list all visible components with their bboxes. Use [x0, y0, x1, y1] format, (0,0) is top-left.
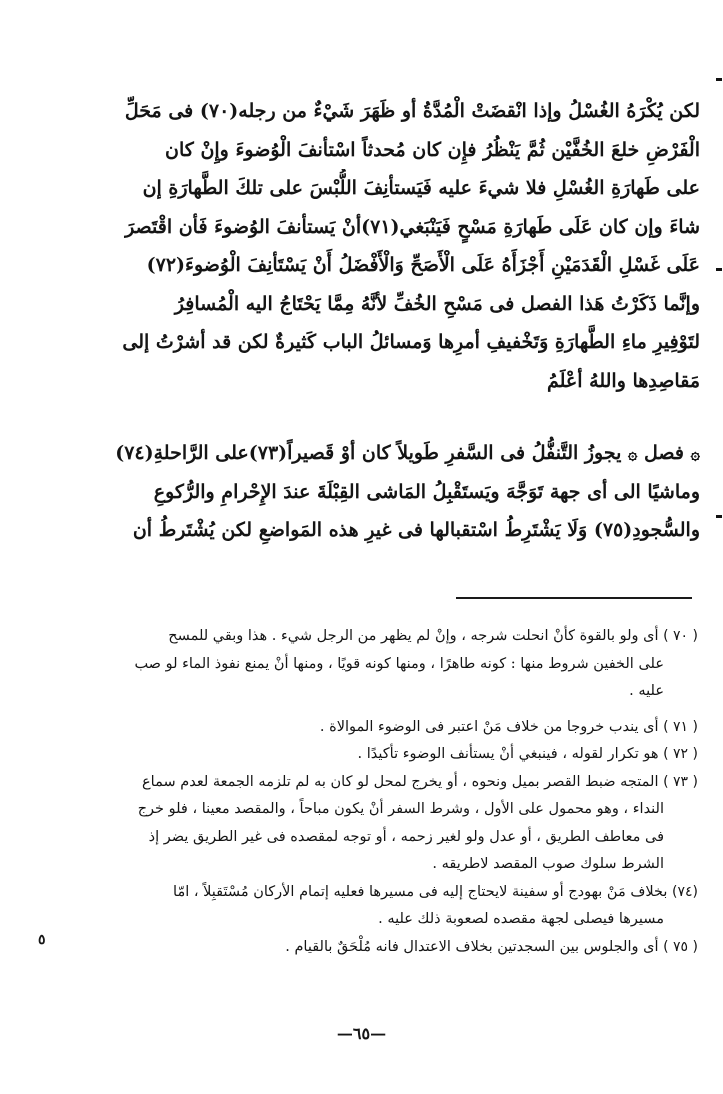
margin-tick-mark: [716, 515, 722, 518]
footnote-line: مسيرها فيصلى لجهة مقصده لصعوبة ذلك عليه .: [378, 911, 664, 927]
footnote-separator: [456, 597, 692, 599]
footnote-line: [40, 714, 698, 742]
margin-note: ٥: [38, 932, 46, 948]
footnote-number: (٧٤): [672, 883, 698, 900]
body-line: لكن يُكْرَهُ الغُسْلُ وإذا انْقضَتْ الْمُدَّةُ أو ظَهَرَ شَيْءٌ من رجله(٧٠) فى مَحَلِّ: [124, 100, 700, 122]
footnote-line: [40, 623, 698, 651]
page-number: —٦٥—: [336, 1024, 387, 1043]
footnote-line: فى معاطف الطريق ، أو عدل ولو لغير زحمه ، أو توجه لمقصده فى غير الطريق يضر إذ: [148, 828, 664, 845]
margin-tick-mark: [716, 268, 722, 271]
footnote-text: أى ولو بالقوة كأنْ انحلت شرجه ، وإنْ لم يظهر من الرجل شيء . هذا وبقي للمسح: [168, 628, 659, 644]
section-title: فصل: [644, 442, 684, 464]
ornament-icon: ۞: [690, 444, 700, 463]
footnote-text: أى يندب خروجا من خلاف مَنْ اعتبر فى الوضوء الموالاة .: [319, 718, 659, 735]
section-line: والسُّجودِ(٧٥) وَلَا يَشْتَرِطُ اسْتقبالها فى غيرِ هذه المَواضعِ لكن يُشْتَرطُ أن: [132, 519, 700, 541]
footnote-text: المتجه ضبط القصر بميل ونحوه ، أو يخرج لمحل لو كان به لم تلزمه الجمعة لعدم سماع: [142, 773, 659, 790]
footnote-line: [40, 934, 698, 962]
footnote-text: هو تكرار لقوله ، فينبغي أنْ يستأنف الوضوء تأكيدًا .: [357, 746, 659, 762]
footnote-text: أى والجلوس بين السجدتين بخلاف الاعتدال فانه مُلْحَقٌ بالقيام .: [285, 938, 659, 955]
ornament-icon: ۞: [628, 444, 638, 463]
paragraph-gap: [60, 400, 700, 434]
section-line-text: يجوزُ التَّنفُّلُ فى السَّفرِ طَويلاً كان أوْ قَصيراً(٧٣)على الرَّاحلةِ(٧٤): [115, 442, 622, 464]
body-line: الْفَرْضِ خلعَ الخُفَّيْن ثُمَّ يَنْظُرُ فإِن كان مُحدثاً اسْتأنفَ الْوُضوءَ وإِنْ كان: [165, 138, 700, 161]
body-line: شاءَ وإن كان عَلَى طَهارَةِ مَسْحٍ فَيَنْبَغي(٧١)أنْ يَستأنفَ الوُضوءَ فَأن اقْتَصرَ: [125, 215, 700, 238]
footnote-line: النداء ، وهو محمول على الأول ، وشرط السفر أنْ يكون مباحاً ، والمقصد معينا ، فلو خرج: [137, 801, 664, 817]
footnote-number: ( ٧٥ ): [663, 938, 698, 955]
footnote-text: بخلاف مَنْ بهودج أو سفينة لايحتاج إليه فى مسيرها فعليه إتمام الأركان مُسْتَقبِلاً ، امّا: [173, 883, 668, 900]
main-text-block: [60, 92, 700, 550]
footnote-number: ( ٧٢ ): [663, 746, 698, 762]
margin-tick-mark: [716, 78, 722, 81]
body-line: على طَهارَةِ الغُسْلِ فلا شيءَ عليه فَيَستأنِفَ اللُّبْسَ على تلكَ الطَّهارَةِ إن: [142, 177, 700, 199]
section-line: وماشيًا الى أى جهة تَوَجَّهَ ويَستَقْبِلُ المَاشى القِبْلَةَ عندَ الإِحْرامِ والرُّكوعِ: [153, 480, 700, 503]
footnote-line: الشرط سلوك صوب المقصد لاطريقه .: [432, 856, 664, 872]
body-line: عَلَى غَسْلِ الْقَدَمَيْنِ أَجْزَأَهُ عَلَى الْأَصَحِّ وَالْأَفْضَلُ أَنْ يَسْتَأنِفَ الْوُضوءَ(٧٢): [146, 254, 700, 276]
section-first-line: [60, 434, 700, 473]
body-line: مَقاصِدِها واللهُ أعْلَمُ: [547, 369, 700, 392]
footnotes-block: [40, 623, 698, 961]
footnote-line: [40, 741, 698, 769]
body-line: لتَوْفِيرِ ماءِ الطَّهارَةِ وَتَخْفيفِ أمرِها وَمسائلُ الباب كَثيرةٌ لكن قد أشرْتُ إلى: [122, 331, 700, 353]
footnote-line: [40, 879, 698, 907]
footnote-number: ( ٧١ ): [663, 718, 698, 735]
footnote-line: [40, 769, 698, 797]
footnote-number: ( ٧٠ ): [663, 628, 698, 644]
footnote-number: ( ٧٣ ): [663, 773, 698, 790]
body-line: وإنَّما ذَكَرْتُ هَذا الفصل فى مَسْحِ الخُفِّ لأنَّهُ مِمَّا يَحْتَاجُ اليه الْمُسافِرُ: [174, 292, 700, 315]
footnote-line: على الخفين شروط منها : كونه طاهرًا ، ومنها كونه قويًا ، ومنها أنْ يمنع نفوذ الماء لو صب: [134, 655, 664, 672]
footnote-line: عليه .: [629, 683, 664, 699]
